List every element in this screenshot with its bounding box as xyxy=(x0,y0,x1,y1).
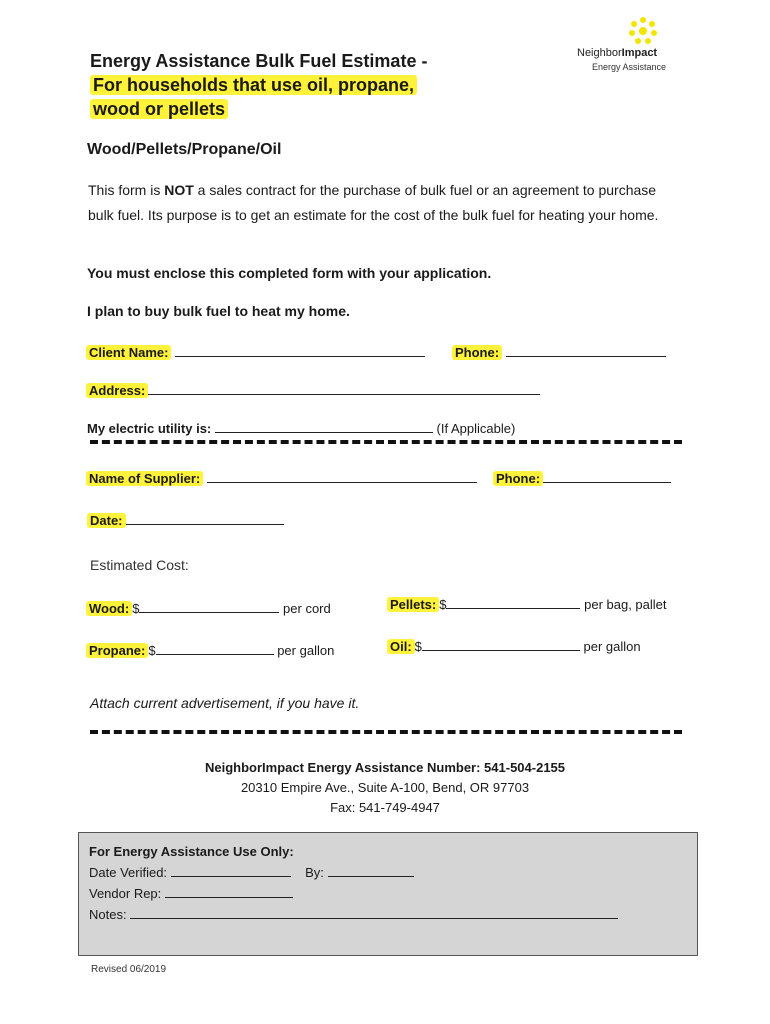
pellets-cost-field[interactable] xyxy=(446,596,580,609)
supplier-name-field[interactable] xyxy=(207,470,477,483)
oil-unit: per gallon xyxy=(583,639,641,654)
pellets-label: Pellets: xyxy=(387,597,439,612)
vendor-rep-field[interactable] xyxy=(165,885,293,898)
utility-label: My electric utility is: xyxy=(87,421,212,436)
utility-row xyxy=(87,420,515,436)
logo-subtitle: Energy Assistance xyxy=(592,62,667,72)
plan-statement: I plan to buy bulk fuel to heat my home. xyxy=(87,303,350,319)
section-title: Wood/Pellets/Propane/Oil xyxy=(87,141,282,158)
notes-row xyxy=(89,904,687,925)
wood-row: Wood: $ per cord xyxy=(86,600,331,616)
office-use-heading: For Energy Assistance Use Only: xyxy=(89,844,294,859)
by-field[interactable] xyxy=(328,864,414,877)
neighborimpact-logo-icon xyxy=(628,16,658,46)
date-row xyxy=(87,512,284,528)
date-label: Date: xyxy=(87,513,126,528)
office-address: 20310 Empire Ave., Suite A-100, Bend, OR 97703 xyxy=(240,780,530,795)
supplier-phone-field[interactable] xyxy=(543,470,671,483)
propane-cost-field[interactable] xyxy=(156,642,274,655)
assistance-number: NeighborImpact Energy Assistance Number: 541-504-2155 xyxy=(204,760,566,775)
estimated-cost-heading: Estimated Cost: xyxy=(90,557,189,573)
supplier-name-label: Name of Supplier: xyxy=(86,471,203,486)
propane-unit: per gallon xyxy=(277,643,335,658)
address-row xyxy=(86,382,540,398)
client-name-label: Client Name: xyxy=(86,345,171,360)
oil-cost-field[interactable] xyxy=(422,638,580,651)
propane-label: Propane: xyxy=(86,643,148,658)
enclose-notice: You must enclose this completed form with your application. xyxy=(87,265,492,281)
pellets-unit: per bag, pallet xyxy=(584,597,667,612)
wood-unit: per cord xyxy=(283,601,331,616)
supplier-phone-row xyxy=(493,470,671,486)
supplier-row xyxy=(86,470,477,486)
title-line-3: wood or pellets xyxy=(90,99,228,119)
notes-label: Notes: xyxy=(89,907,127,922)
address-label: Address: xyxy=(86,383,148,398)
by-label: By: xyxy=(305,865,324,880)
client-phone-row xyxy=(452,344,666,360)
intro-paragraph: This form is NOT a sales contract for the purchase of bulk fuel or an agreement to purchase bulk fuel. Its purpose is to get an estimate for the cost of the bulk fuel for heating your home. xyxy=(88,182,659,223)
office-use-box xyxy=(78,832,698,956)
wood-cost-field[interactable] xyxy=(139,600,279,613)
date-verified-label: Date Verified: xyxy=(89,865,168,880)
logo-wordmark: NeighborImpact xyxy=(577,47,658,59)
supplier-phone-label: Phone: xyxy=(493,471,543,486)
title-line-2: For households that use oil, propane, xyxy=(90,75,417,95)
fax-number: Fax: 541-749-4947 xyxy=(330,800,440,815)
date-field[interactable] xyxy=(126,512,284,525)
divider-dashed-2 xyxy=(90,730,682,734)
notes-field[interactable] xyxy=(130,906,618,919)
pellets-row: Pellets: $ per bag, pallet xyxy=(387,596,667,612)
contact-footer xyxy=(0,758,770,818)
client-phone-field[interactable] xyxy=(506,344,666,357)
client-name-field[interactable] xyxy=(175,344,425,357)
oil-row: Oil: $ per gallon xyxy=(387,638,641,654)
propane-row: Propane: $ per gallon xyxy=(86,642,334,658)
date-verified-row xyxy=(89,862,687,883)
form-title xyxy=(90,49,427,121)
date-verified-field[interactable] xyxy=(171,864,291,877)
divider-dashed-1 xyxy=(90,440,682,444)
vendor-rep-row xyxy=(89,883,687,904)
attach-note: Attach current advertisement, if you have it. xyxy=(90,695,360,711)
oil-label: Oil: xyxy=(387,639,415,654)
client-name-row xyxy=(86,344,425,360)
title-line-1: Energy Assistance Bulk Fuel Estimate - xyxy=(90,51,428,71)
revised-date: Revised 06/2019 xyxy=(91,964,167,975)
utility-field[interactable] xyxy=(215,420,433,433)
utility-note: (If Applicable) xyxy=(436,421,516,436)
client-phone-label: Phone: xyxy=(452,345,502,360)
wood-label: Wood: xyxy=(86,601,132,616)
address-field[interactable] xyxy=(148,382,540,395)
vendor-rep-label: Vendor Rep: xyxy=(89,886,162,901)
